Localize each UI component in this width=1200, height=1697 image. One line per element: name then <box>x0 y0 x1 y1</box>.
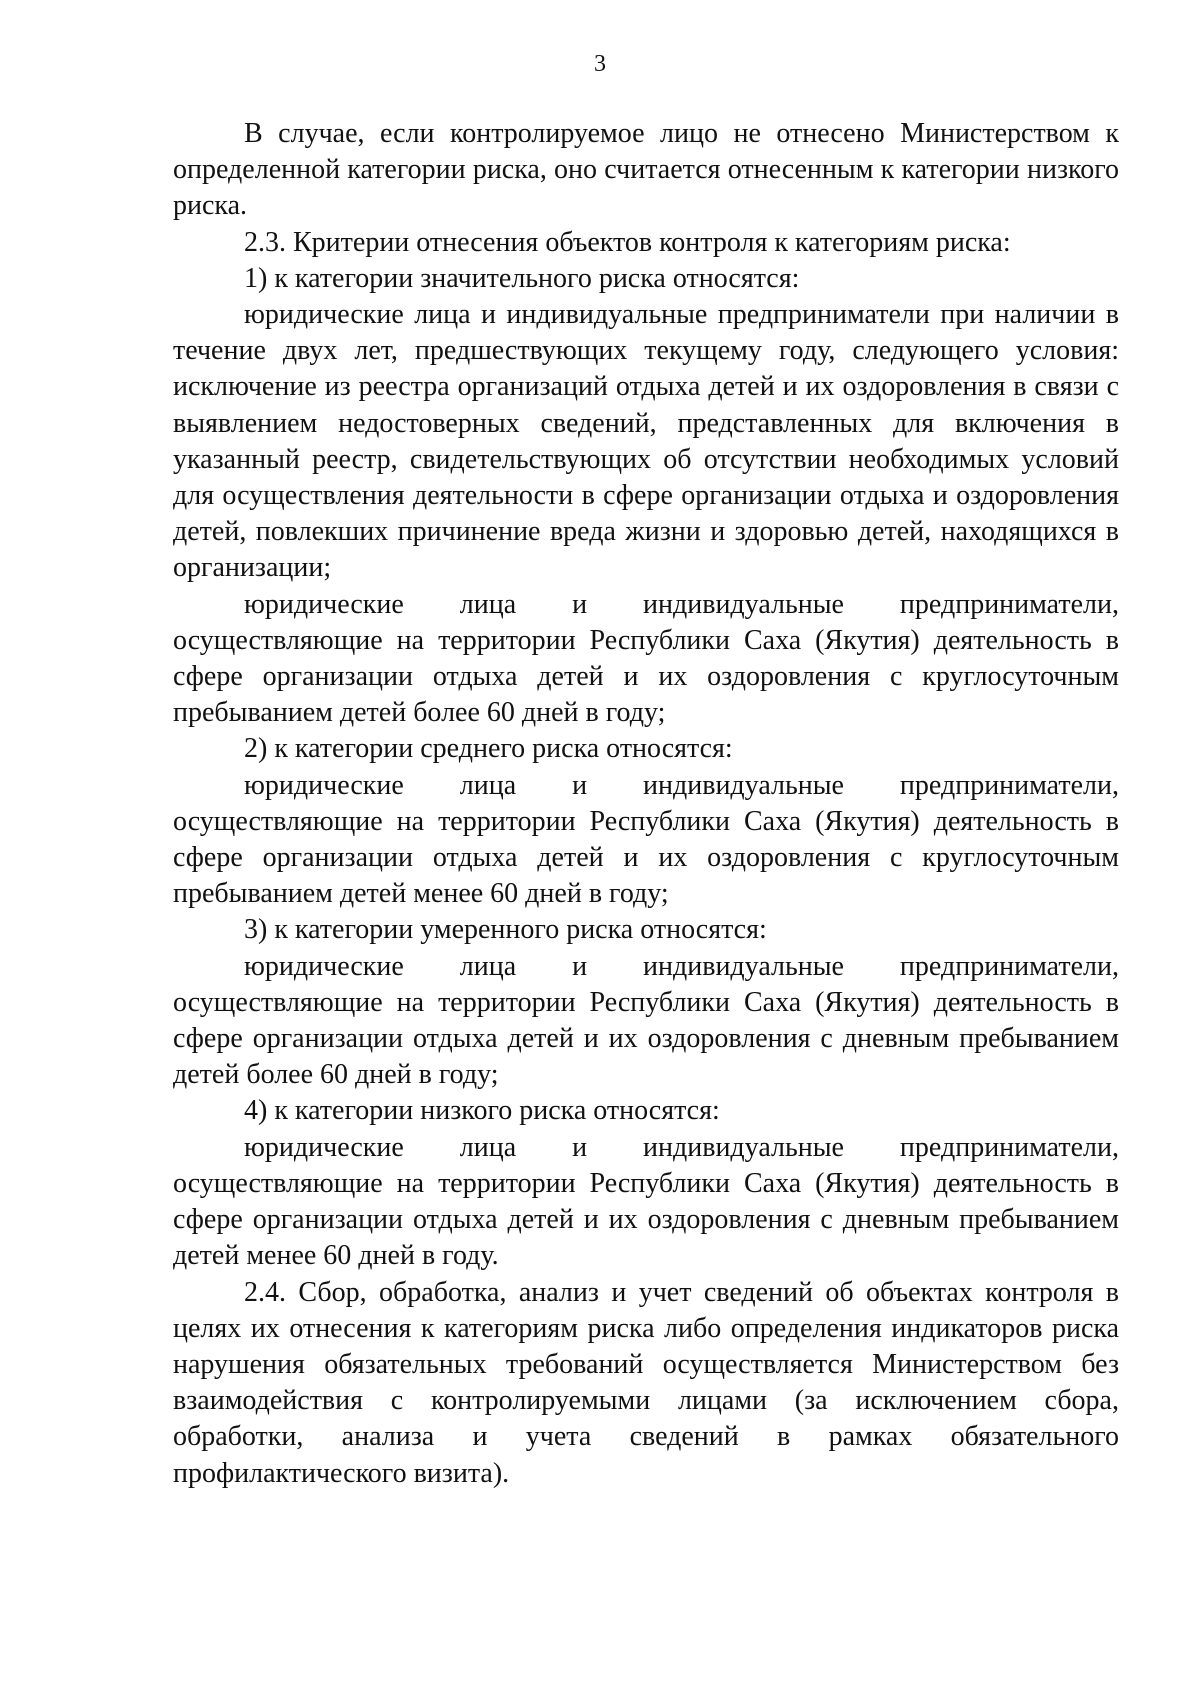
document-body <box>173 116 1119 1492</box>
paragraph-medium-risk-entities: юридические лица и индивидуальные предприниматели, <box>244 769 1119 801</box>
paragraph-low-risk-heading: 4) к категории низкого риска относятся: <box>244 1095 720 1127</box>
paragraph-low-risk-entities: юридические лица и индивидуальные предприниматели, <box>244 1131 1119 1163</box>
paragraph-moderate-risk-heading: 3) к категории умеренного риска относятся: <box>244 914 767 946</box>
paragraph-moderate-risk-entities: юридические лица и индивидуальные предприниматели, <box>244 950 1119 982</box>
paragraph-criteria-heading: 2.3. Критерии отнесения объектов контроля к категориям риска: <box>244 226 1011 258</box>
paragraph-data-collection: 2.4. Сбор, обработка, анализ и учет сведений об объектах контроля в целях их отнесения к категориям риска либо определения индикаторов риска нарушения обязательных требований осуществляется Министерством без взаимодействия с контролируемыми лицами (за исключением сбора, обработки, анализа и учета сведений в рамках обязательного профилактического визита). <box>173 1276 1119 1489</box>
paragraph-significant-risk-heading: 1) к категории значительного риска относятся: <box>244 262 800 294</box>
page-number: 3 <box>594 51 606 77</box>
paragraph-unassigned-category: В случае, если контролируемое лицо не отнесено Министерством к определенной категории риска, оно считается отнесенным к категории низкого риска. <box>173 118 1119 222</box>
paragraph-significant-risk-condition: юридические лица и индивидуальные предприниматели при наличии в течение двух лет, предшествующих текущему году, следующего условия: исключение из реестра организаций отдыха детей и их оздоровления в связи с выявлением недостоверных сведений, представленных для включения в указанный реестр, свидетельствующих об отсутствии необходимых условий для осуществления деятельности в сфере организации отдыха и оздоровления детей, повлекших причинение вреда жизни и здоровью детей, находящихся в организации; <box>173 299 1119 584</box>
paragraph-significant-risk-activity: осуществляющие на территории Республики Саха (Якутия) деятельность в сфере организации отдыха детей и их оздоровления с круглосуточным пребыванием детей более 60 дней в году; <box>173 624 1119 729</box>
paragraph-moderate-risk-activity: осуществляющие на территории Республики Саха (Якутия) деятельность в сфере организации отдыха детей и их оздоровления с дневным пребыванием детей более 60 дней в году; <box>173 986 1119 1091</box>
paragraph-significant-risk-entities: юридические лица и индивидуальные предприниматели, <box>244 588 1119 620</box>
paragraph-low-risk-activity: осуществляющие на территории Республики Саха (Якутия) деятельность в сфере организации отдыха детей и их оздоровления с дневным пребыванием детей менее 60 дней в году. <box>173 1167 1119 1272</box>
paragraph-medium-risk-heading: 2) к категории среднего риска относятся: <box>244 733 733 765</box>
paragraph-medium-risk-activity: осуществляющие на территории Республики Саха (Якутия) деятельность в сфере организации отдыха детей и их оздоровления с круглосуточным пребыванием детей менее 60 дней в году; <box>173 805 1119 910</box>
